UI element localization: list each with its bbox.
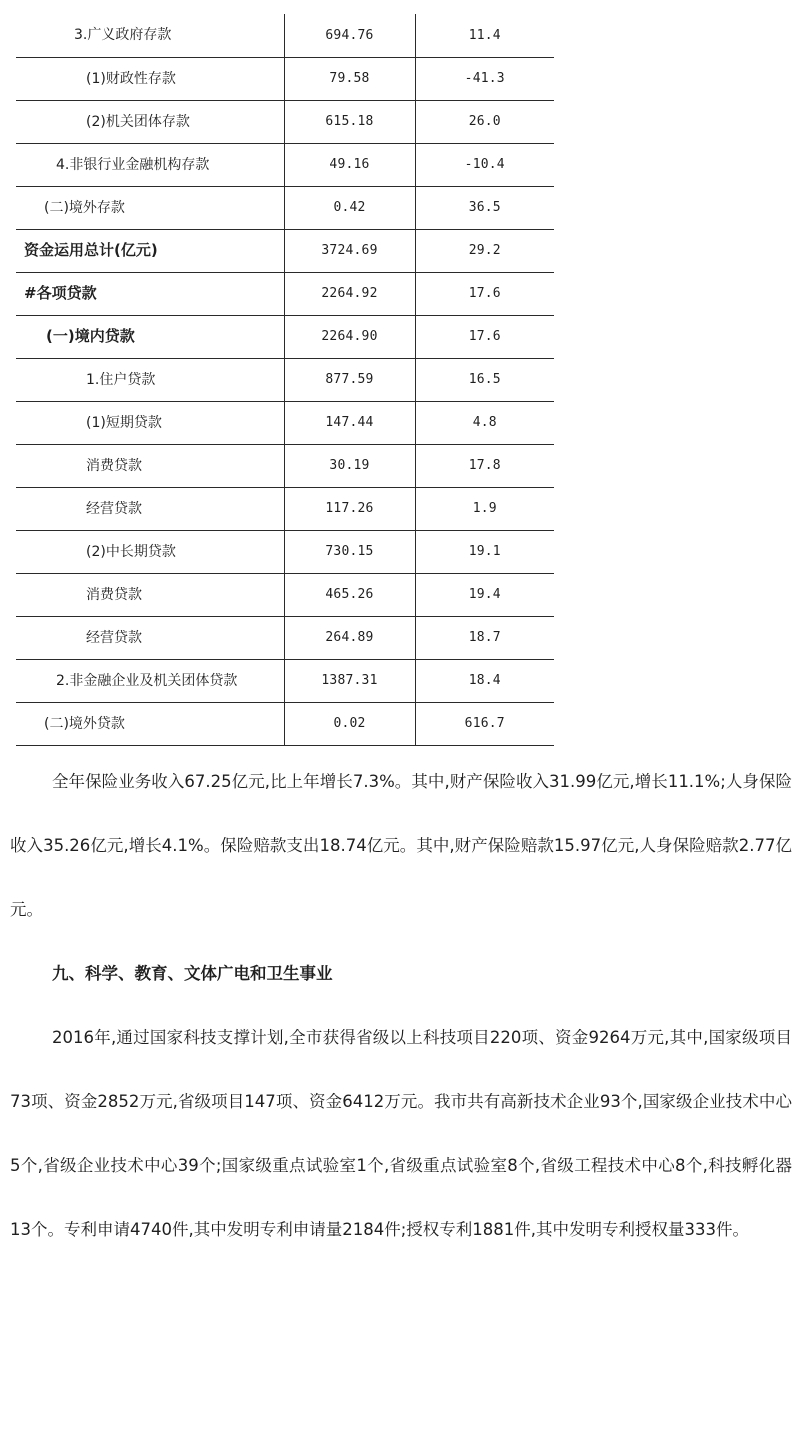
row-growth: 26.0: [415, 100, 554, 143]
table-row: [16, 530, 554, 573]
row-label: 经营贷款: [16, 487, 284, 530]
row-growth: 11.4: [415, 14, 554, 57]
table-row: [16, 358, 554, 401]
row-growth: 19.4: [415, 573, 554, 616]
row-value: 49.16: [284, 143, 415, 186]
table-row: [16, 143, 554, 186]
row-growth: 16.5: [415, 358, 554, 401]
insurance-section: [10, 750, 792, 942]
row-value: 79.58: [284, 57, 415, 100]
row-growth: 18.4: [415, 659, 554, 702]
row-growth: 17.8: [415, 444, 554, 487]
row-growth: 19.1: [415, 530, 554, 573]
financial-statistics-table: [16, 14, 554, 746]
table-row: [16, 702, 554, 745]
table-row: [16, 573, 554, 616]
table-row: [16, 315, 554, 358]
table-row: [16, 487, 554, 530]
row-growth: 17.6: [415, 272, 554, 315]
section-heading: 九、科学、教育、文体广电和卫生事业: [52, 964, 333, 983]
table-row: [16, 186, 554, 229]
table-row: [16, 401, 554, 444]
row-label: #各项贷款: [16, 272, 284, 315]
row-value: 694.76: [284, 14, 415, 57]
table-row: [16, 616, 554, 659]
table-row: [16, 444, 554, 487]
science-paragraph: 2016年,通过国家科技支撑计划,全市获得省级以上科技项目220项、资金9264万元,其中,国家级项目73项、资金2852万元,省级项目147项、资金6412万元。我市共有高新技术企业93个,国家级企业技术中心 5个,省级企业技术中心39个;国家级重点试验室1个,省级重点试验室8个,省级工程技术中心8个,科技孵化器13个。专利申请4740件,其中发明专利申请量2184件;授权专利1881件,其中发明专利授权量333件。: [10, 1028, 792, 1239]
row-label: (一)境内贷款: [16, 315, 284, 358]
row-value: 730.15: [284, 530, 415, 573]
table-row: [16, 272, 554, 315]
row-value: 465.26: [284, 573, 415, 616]
row-growth: 4.8: [415, 401, 554, 444]
row-value: 30.19: [284, 444, 415, 487]
row-label: 2.非金融企业及机关团体贷款: [16, 659, 284, 702]
row-value: 0.02: [284, 702, 415, 745]
row-label: 4.非银行业金融机构存款: [16, 143, 284, 186]
row-label: 消费贷款: [16, 444, 284, 487]
row-value: 877.59: [284, 358, 415, 401]
row-label: 经营贷款: [16, 616, 284, 659]
row-value: 3724.69: [284, 229, 415, 272]
row-label: (2)机关团体存款: [16, 100, 284, 143]
row-label: (2)中长期贷款: [16, 530, 284, 573]
insurance-paragraph: 全年保险业务收入67.25亿元,比上年增长7.3%。其中,财产保险收入31.99亿元,增长11.1%;人身保险收入35.26亿元,增长4.1%。保险赔款支出18.74亿元。其中,财产保险赔款15.97亿元,人身保险赔款2.77亿元。: [10, 772, 792, 919]
science-section: [10, 942, 792, 1262]
table-row: [16, 57, 554, 100]
row-growth: 18.7: [415, 616, 554, 659]
table-row: [16, 100, 554, 143]
row-growth: 616.7: [415, 702, 554, 745]
row-label: 1.住户贷款: [16, 358, 284, 401]
table-row: [16, 229, 554, 272]
row-value: 147.44: [284, 401, 415, 444]
row-value: 0.42: [284, 186, 415, 229]
row-label: 消费贷款: [16, 573, 284, 616]
row-value: 117.26: [284, 487, 415, 530]
row-label: (二)境外贷款: [16, 702, 284, 745]
row-label: 3.广义政府存款: [16, 14, 284, 57]
row-label: (1)短期贷款: [16, 401, 284, 444]
table-row: [16, 659, 554, 702]
row-growth: 36.5: [415, 186, 554, 229]
table-row: [16, 14, 554, 57]
row-label: (二)境外存款: [16, 186, 284, 229]
row-growth: -10.4: [415, 143, 554, 186]
row-value: 2264.92: [284, 272, 415, 315]
row-growth: 1.9: [415, 487, 554, 530]
row-value: 2264.90: [284, 315, 415, 358]
row-label: (1)财政性存款: [16, 57, 284, 100]
row-growth: 29.2: [415, 229, 554, 272]
row-value: 615.18: [284, 100, 415, 143]
row-value: 264.89: [284, 616, 415, 659]
row-growth: 17.6: [415, 315, 554, 358]
row-value: 1387.31: [284, 659, 415, 702]
row-label: 资金运用总计(亿元): [16, 229, 284, 272]
row-growth: -41.3: [415, 57, 554, 100]
